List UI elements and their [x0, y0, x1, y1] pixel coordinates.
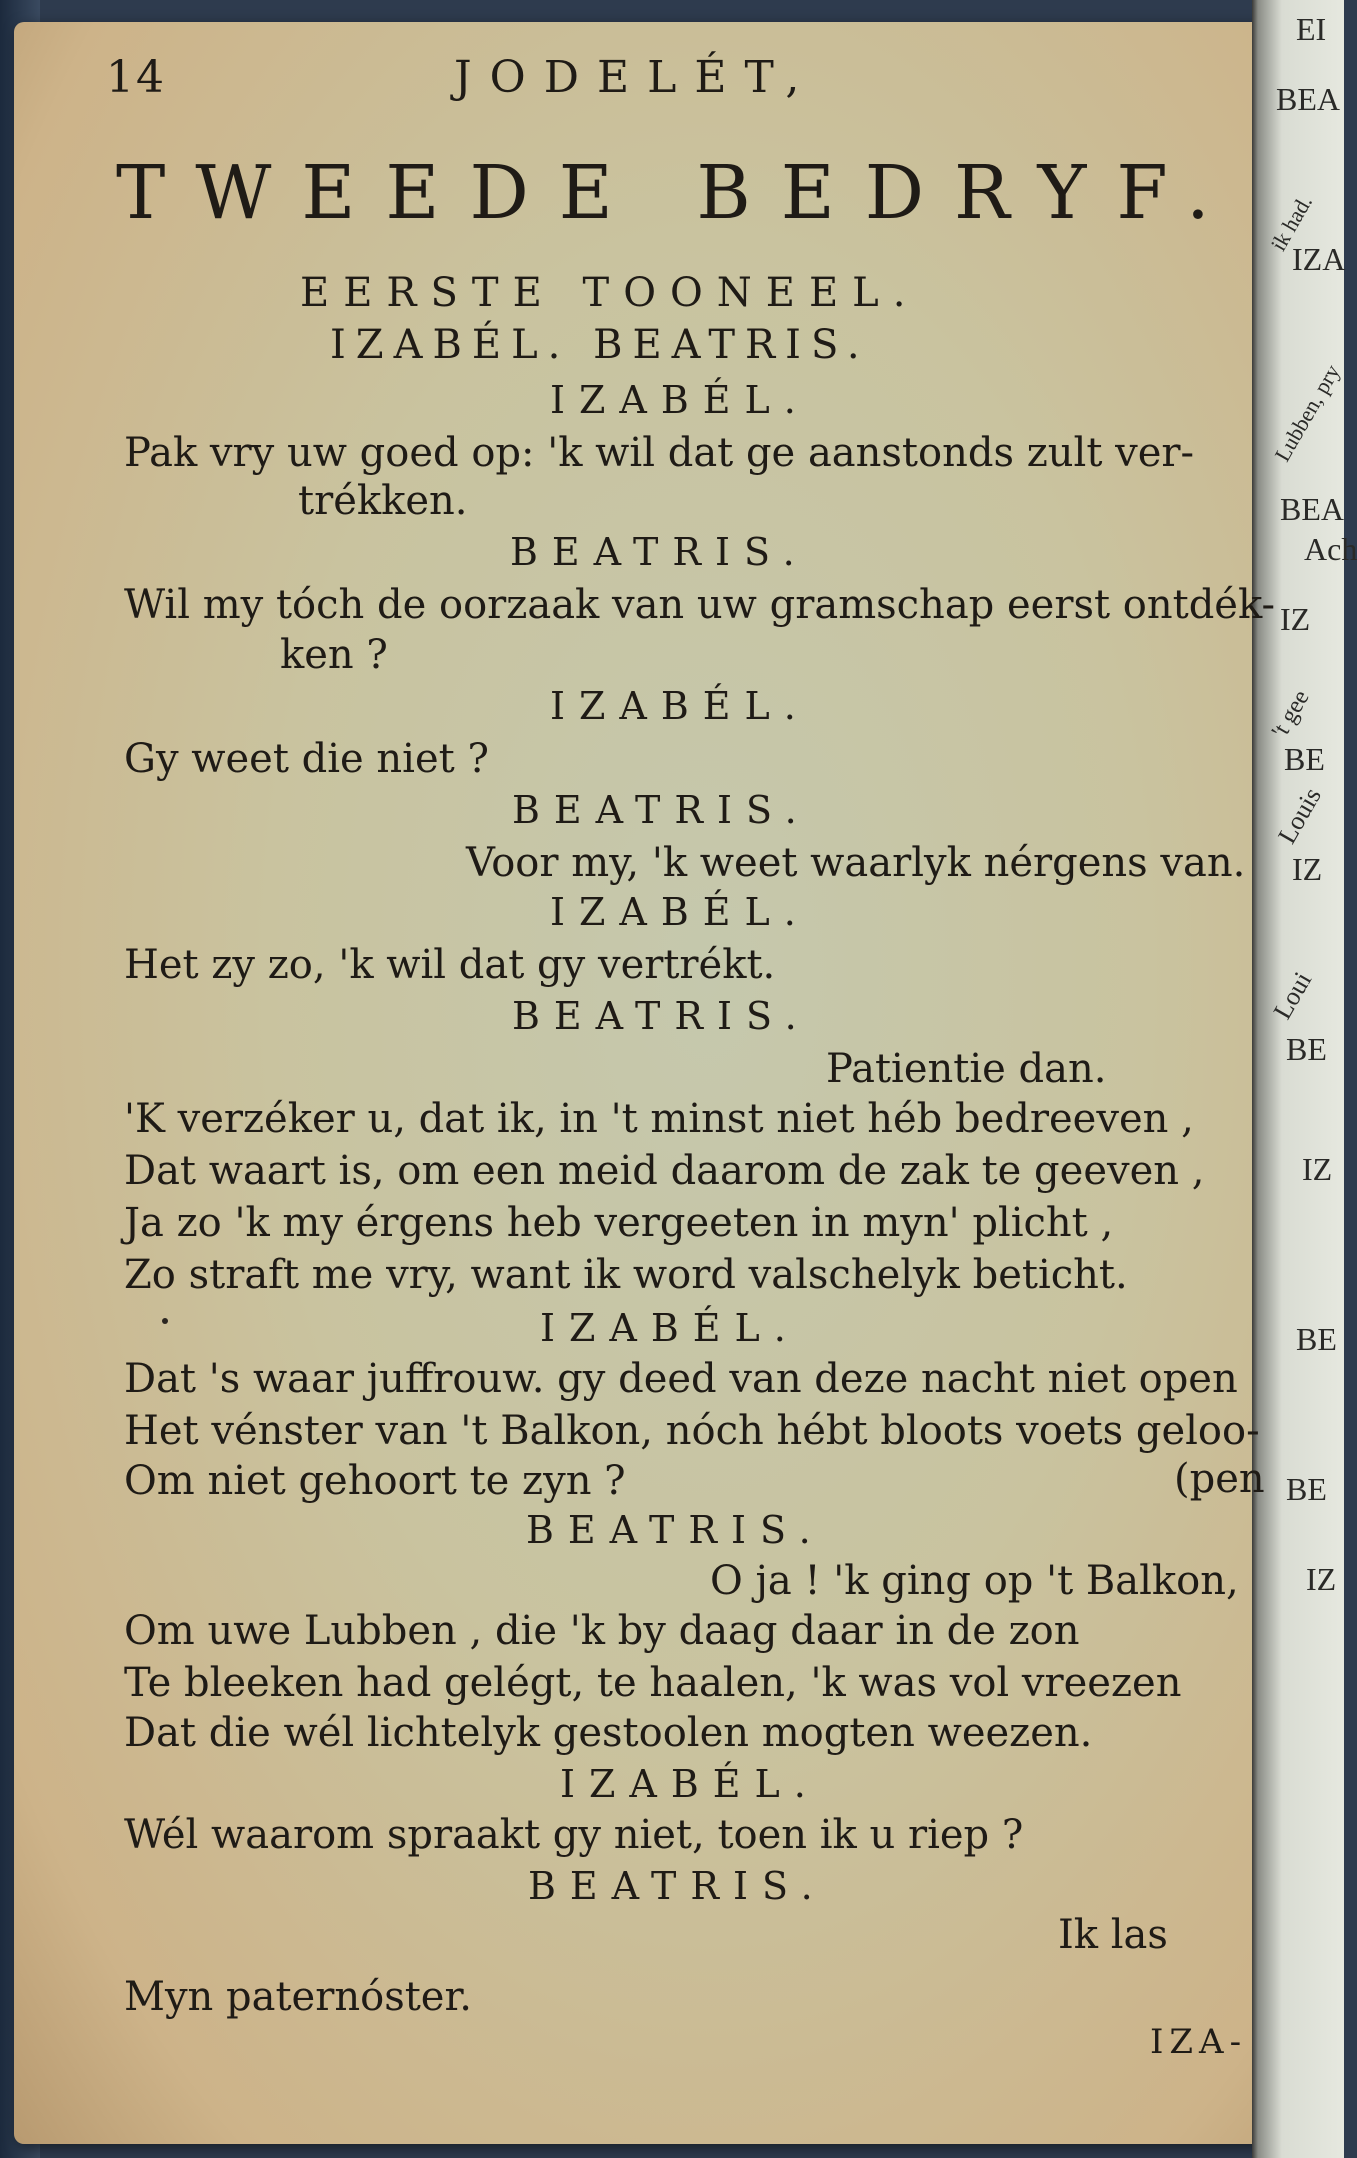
neighbor-fragment: IZ — [1302, 1151, 1333, 1187]
neighbor-fragment: Louis — [1272, 782, 1327, 849]
neighbor-fragment: EI — [1296, 11, 1327, 47]
verse-line: Zo straft me vry, want ik word valschelyk beticht. — [124, 1252, 1128, 1298]
neighbor-page — [1252, 0, 1357, 2158]
verse-line: Dat 's waar juffrouw. gy deed van deze nacht niet open — [124, 1356, 1238, 1402]
speaker-label: BEATRIS. — [528, 1864, 827, 1908]
verse-line: Om uwe Lubben , die 'k by daag daar in de zon — [124, 1608, 1080, 1654]
verse-line: Myn paternóster. — [124, 1974, 472, 2020]
verse-line: Gy weet die niet ? — [124, 736, 489, 782]
neighbor-fragment: BE — [1286, 1471, 1327, 1507]
verse-line: Dat die wél lichtelyk gestoolen mogten weezen. — [124, 1710, 1093, 1756]
speaker-label: BEATRIS. — [510, 530, 809, 574]
verse-line: Wél waarom spraakt gy niet, toen ik u riep ? — [124, 1812, 1024, 1858]
verse-turnover: (pen — [1174, 1456, 1265, 1502]
neighbor-fragment: BEA — [1276, 81, 1340, 117]
neighbor-fragment: IZA — [1292, 241, 1346, 277]
neighbor-fragment: Lubben, pry — [1269, 360, 1345, 466]
verse-turnover: ken ? — [280, 632, 388, 678]
neighbor-fragment: IZ — [1280, 601, 1311, 637]
speaker-label: BEATRIS. — [512, 994, 811, 1038]
speaker-label: BEATRIS. — [512, 788, 811, 832]
verse-line: Patientie dan. — [826, 1046, 1107, 1092]
verse-line: Het zy zo, 'k wil dat gy vertrékt. — [124, 942, 776, 988]
verse-line: Te bleeken had gelégt, te haalen, 'k was vol vreezen — [124, 1660, 1182, 1706]
neighbor-fragment: Ach — [1304, 531, 1357, 567]
neighbor-fragment: ik had. — [1265, 190, 1318, 256]
neighbor-fragment: BE — [1296, 1321, 1337, 1357]
verse-line: Ja zo 'k my érgens heb vergeeten in myn' plicht , — [124, 1200, 1114, 1246]
catchword: IZA- — [1150, 2022, 1248, 2062]
scene-title: EERSTE TOONEEL. — [300, 270, 920, 316]
neighbor-fragment: BE — [1284, 741, 1325, 777]
speaker-label: IZABÉL. — [550, 890, 810, 934]
verse-turnover: trékken. — [298, 478, 468, 524]
neighbor-fragment: Loui — [1267, 967, 1318, 1025]
verse-line: 'K verzéker u, dat ik, in 't minst niet héb bedreeven , — [124, 1096, 1194, 1142]
verse-line: Dat waart is, om een meid daarom de zak te geeven , — [124, 1148, 1205, 1194]
act-title: TWEEDE BEDRYF. — [116, 150, 1240, 236]
speaker-label: BEATRIS. — [526, 1508, 825, 1552]
speaker-label: IZABÉL. — [550, 684, 810, 728]
running-title: JODELÉT, — [454, 52, 818, 103]
page-number: 14 — [106, 52, 166, 103]
dramatis-personae: IZABÉL. BEATRIS. — [330, 322, 870, 368]
speaker-label: IZABÉL. — [540, 1306, 800, 1350]
verse-line: Pak vry uw goed op: 'k wil dat ge aanstonds zult ver- — [124, 430, 1195, 476]
speaker-label: IZABÉL. — [560, 1762, 820, 1806]
neighbor-fragment: BE — [1286, 1031, 1327, 1067]
verse-line: Het vénster van 't Balkon, nóch hébt bloots voets geloo- — [124, 1408, 1260, 1454]
verse-line: Voor my, 'k weet waarlyk nérgens van. — [466, 840, 1246, 886]
ink-speck — [162, 1318, 168, 1324]
neighbor-fragment: BEA — [1280, 491, 1344, 527]
neighbor-fragment: 't gee — [1266, 685, 1315, 743]
verse-line: Ik las — [1058, 1912, 1168, 1958]
verse-line: Wil my tóch de oorzaak van uw gramschap eerst ontdék- — [124, 582, 1276, 628]
verse-line: Om niet gehoort te zyn ? — [124, 1458, 626, 1504]
verse-line: O ja ! 'k ging op 't Balkon, — [710, 1558, 1239, 1604]
speaker-label: IZABÉL. — [550, 378, 810, 422]
neighbor-fragment: IZ — [1306, 1561, 1337, 1597]
neighbor-fragment: IZ — [1292, 851, 1323, 887]
